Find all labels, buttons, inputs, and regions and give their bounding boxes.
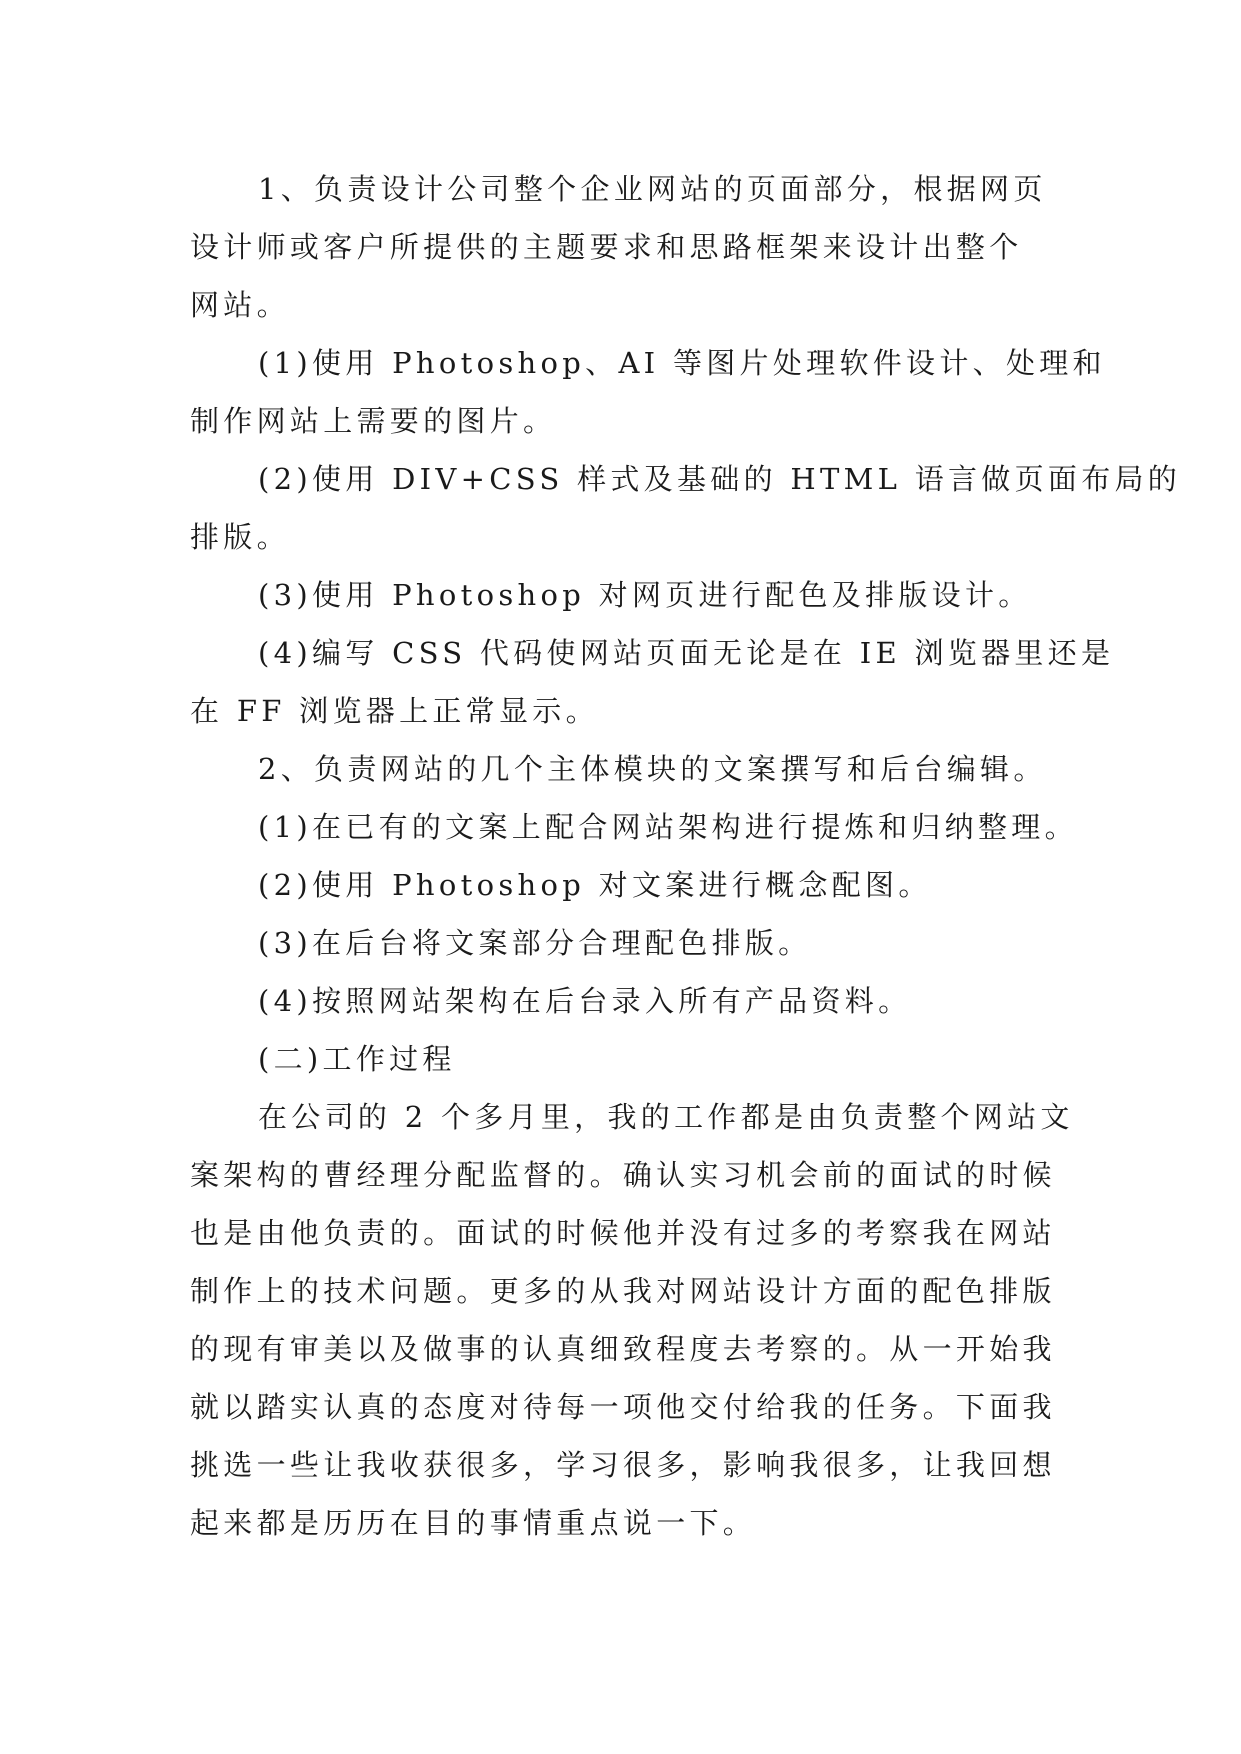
text-line: 也是由他负责的。面试的时候他并没有过多的考察我在网站: [190, 1216, 1056, 1250]
paragraph-1: [190, 160, 1070, 218]
paragraph-1-continuation: [190, 218, 1070, 334]
text-line: 制作网站上需要的图片。: [190, 404, 557, 438]
text-line: (3)在后台将文案部分合理配色排版。: [258, 926, 812, 960]
text-line: 设计师或客户所提供的主题要求和思路框架来设计出整个: [190, 230, 1023, 264]
text-line: 制作上的技术问题。更多的从我对网站设计方面的配色排版: [190, 1274, 1056, 1308]
text-line: (1)使用 Photoshop、AI 等图片处理软件设计、处理和: [258, 346, 1106, 380]
text-line: 排版。: [190, 520, 290, 554]
paragraph-2-continuation: [190, 392, 1070, 450]
paragraph-3-continuation: [190, 508, 1070, 566]
text-line: 起来都是历历在目的事情重点说一下。: [190, 1506, 757, 1540]
paragraph-5: [190, 624, 1115, 682]
text-line: (4)编写 CSS 代码使网站页面无论是在 IE 浏览器里还是: [258, 636, 1115, 670]
text-line: (4)按照网站架构在后台录入所有产品资料。: [258, 984, 912, 1018]
paragraph-3: [190, 450, 1182, 508]
paragraph-7: [190, 798, 1078, 856]
text-line: (二)工作过程: [258, 1042, 456, 1076]
paragraph-8: [190, 856, 1070, 914]
text-line: 案架构的曹经理分配监督的。确认实习机会前的面试的时候: [190, 1158, 1056, 1192]
text-line: 1、负责设计公司整个企业网站的页面部分，根据网页: [258, 172, 1047, 206]
paragraph-4: [190, 566, 1070, 624]
paragraph-2: [190, 334, 1106, 392]
text-line: 2、负责网站的几个主体模块的文案撰写和后台编辑。: [258, 752, 1047, 786]
paragraph-10: [190, 972, 1070, 1030]
paragraph-9: [190, 914, 1070, 972]
text-line: 在 FF 浏览器上正常显示。: [190, 694, 599, 728]
paragraph-12: [190, 1088, 1074, 1146]
paragraph-5-continuation: [190, 682, 1070, 740]
text-line: 的现有审美以及做事的认真细致程度去考察的。从一开始我: [190, 1332, 1056, 1366]
text-line: 就以踏实认真的态度对待每一项他交付给我的任务。下面我: [190, 1390, 1056, 1424]
document-body: [190, 160, 1182, 1552]
paragraph-6: [190, 740, 1070, 798]
text-line: 挑选一些让我收获很多，学习很多，影响我很多，让我回想: [190, 1448, 1056, 1482]
text-line: (1)在已有的文案上配合网站架构进行提炼和归纳整理。: [258, 810, 1078, 844]
paragraph-12-continuation: [190, 1146, 1070, 1552]
text-line: (2)使用 Photoshop 对文案进行概念配图。: [258, 868, 932, 902]
text-line: (2)使用 DIV+CSS 样式及基础的 HTML 语言做页面布局的: [258, 462, 1182, 496]
text-line: 在公司的 2 个多月里，我的工作都是由负责整个网站文: [258, 1100, 1074, 1134]
section-heading: [190, 1030, 1070, 1088]
text-line: 网站。: [190, 288, 290, 322]
text-line: (3)使用 Photoshop 对网页进行配色及排版设计。: [258, 578, 1032, 612]
